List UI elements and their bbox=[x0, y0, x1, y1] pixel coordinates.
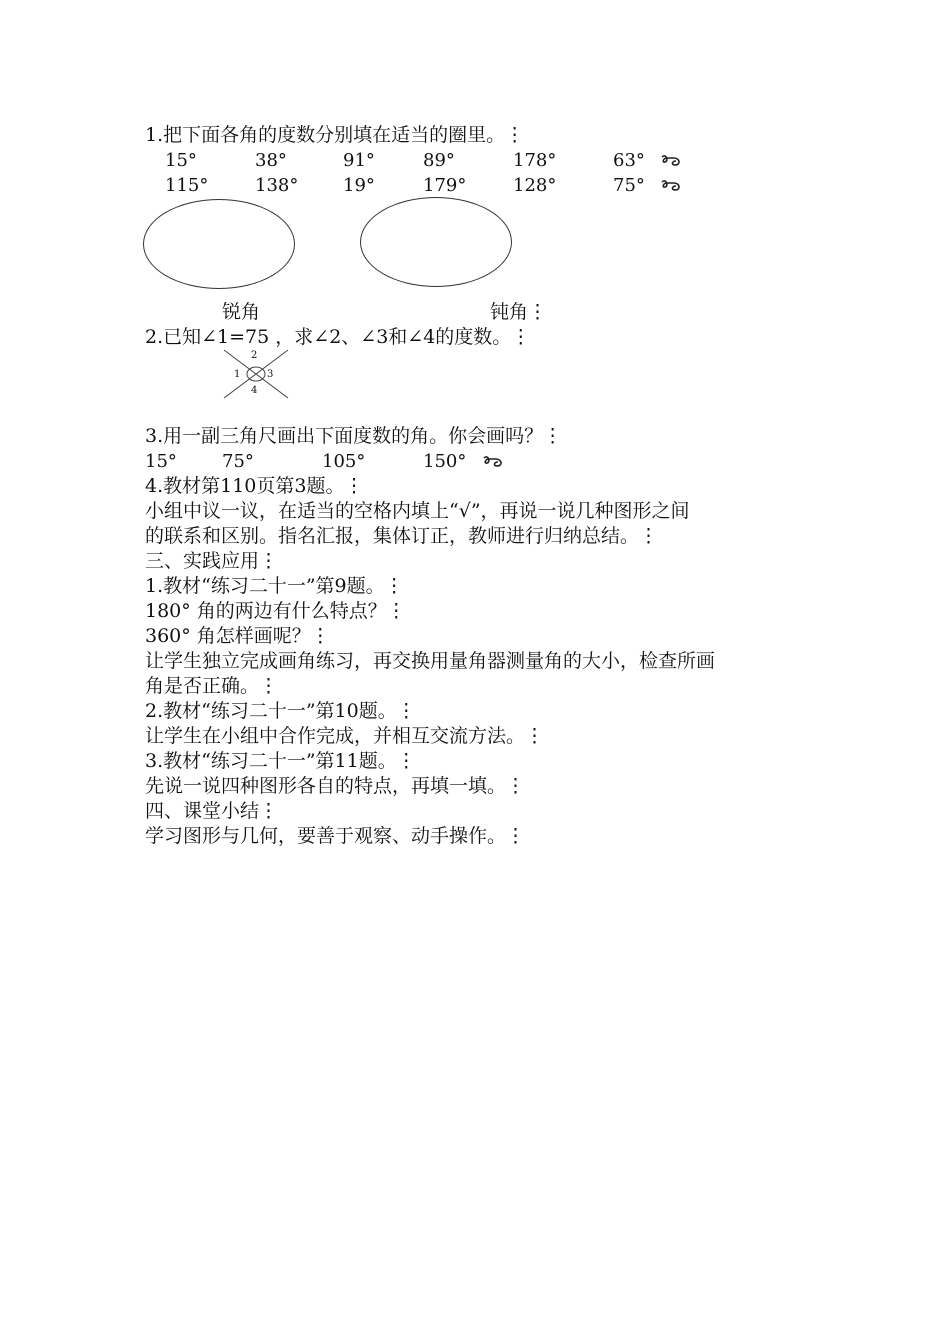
angle-value: 150° bbox=[423, 451, 467, 472]
paragraph: 小组中议一议，在适当的空格内填上“√”，再说一说几种图形之间 bbox=[145, 500, 690, 522]
intersecting-lines-figure bbox=[220, 348, 292, 400]
paragraph: 先说一说四种图形各自的特点，再填一填。⋮ bbox=[145, 775, 526, 797]
obtuse-label: 钝角⋮ bbox=[490, 301, 548, 323]
angle-value: 19° bbox=[343, 175, 375, 196]
paragraph: 180° 角的两边有什么特点？⋮ bbox=[145, 600, 406, 622]
angle-value: 91° bbox=[343, 150, 375, 171]
section-heading: 三、实践应用⋮ bbox=[145, 550, 279, 572]
angle-4-label: 4 bbox=[251, 385, 258, 396]
paragraph: 3.教材“练习二十一”第11题。⋮ bbox=[145, 750, 416, 772]
angle-value: 38° bbox=[255, 150, 287, 171]
section-heading: 四、课堂小结⋮ bbox=[145, 800, 279, 822]
paragraph: 让学生在小组中合作完成，并相互交流方法。⋮ bbox=[145, 725, 545, 747]
paragraph: 2.教材“练习二十一”第10题。⋮ bbox=[145, 700, 416, 722]
angle-value: 89° bbox=[423, 150, 455, 171]
acute-label: 锐角 bbox=[222, 301, 261, 323]
angle-value: 15° bbox=[165, 150, 197, 171]
angle-value: 63° bbox=[613, 150, 645, 171]
curl-mark-icon bbox=[482, 453, 506, 476]
angle-3-label: 3 bbox=[267, 369, 274, 380]
angle-value: 105° bbox=[322, 451, 366, 472]
paragraph: 360° 角怎样画呢？⋮ bbox=[145, 625, 330, 647]
paragraph: 的联系和区别。指名汇报，集体订正，教师进行归纳总结。⋮ bbox=[145, 525, 659, 547]
curl-mark-icon bbox=[660, 152, 684, 175]
paragraph: 学习图形与几何，要善于观察、动手操作。⋮ bbox=[145, 825, 526, 847]
obtuse-angle-circle bbox=[360, 197, 512, 287]
q1-title: 1.把下面各角的度数分别填在适当的圈里。⋮ bbox=[145, 124, 525, 146]
angle-value: 138° bbox=[255, 175, 299, 196]
angle-value: 128° bbox=[513, 175, 557, 196]
q3-title: 3.用一副三角尺画出下面度数的角。你会画吗？⋮ bbox=[145, 425, 563, 447]
curl-mark-icon bbox=[660, 177, 684, 200]
angle-1-label: 1 bbox=[234, 369, 241, 380]
q2-title: 2.已知∠1=75 ，求∠2、∠3和∠4的度数。⋮ bbox=[145, 326, 531, 348]
paragraph: 1.教材“练习二十一”第9题。⋮ bbox=[145, 575, 404, 597]
angle-value: 75° bbox=[613, 175, 645, 196]
angle-2-label: 2 bbox=[251, 350, 258, 361]
angle-value: 15° bbox=[145, 451, 177, 472]
angle-value: 178° bbox=[513, 150, 557, 171]
paragraph: 角是否正确。⋮ bbox=[145, 675, 279, 697]
acute-angle-circle bbox=[143, 199, 295, 289]
angle-value: 115° bbox=[165, 175, 209, 196]
angle-value: 179° bbox=[423, 175, 467, 196]
paragraph: 让学生独立完成画角练习，再交换用量角器测量角的大小，检查所画 bbox=[145, 650, 716, 672]
q4-title: 4.教材第110页第3题。⋮ bbox=[145, 475, 364, 497]
angle-value: 75° bbox=[222, 451, 254, 472]
